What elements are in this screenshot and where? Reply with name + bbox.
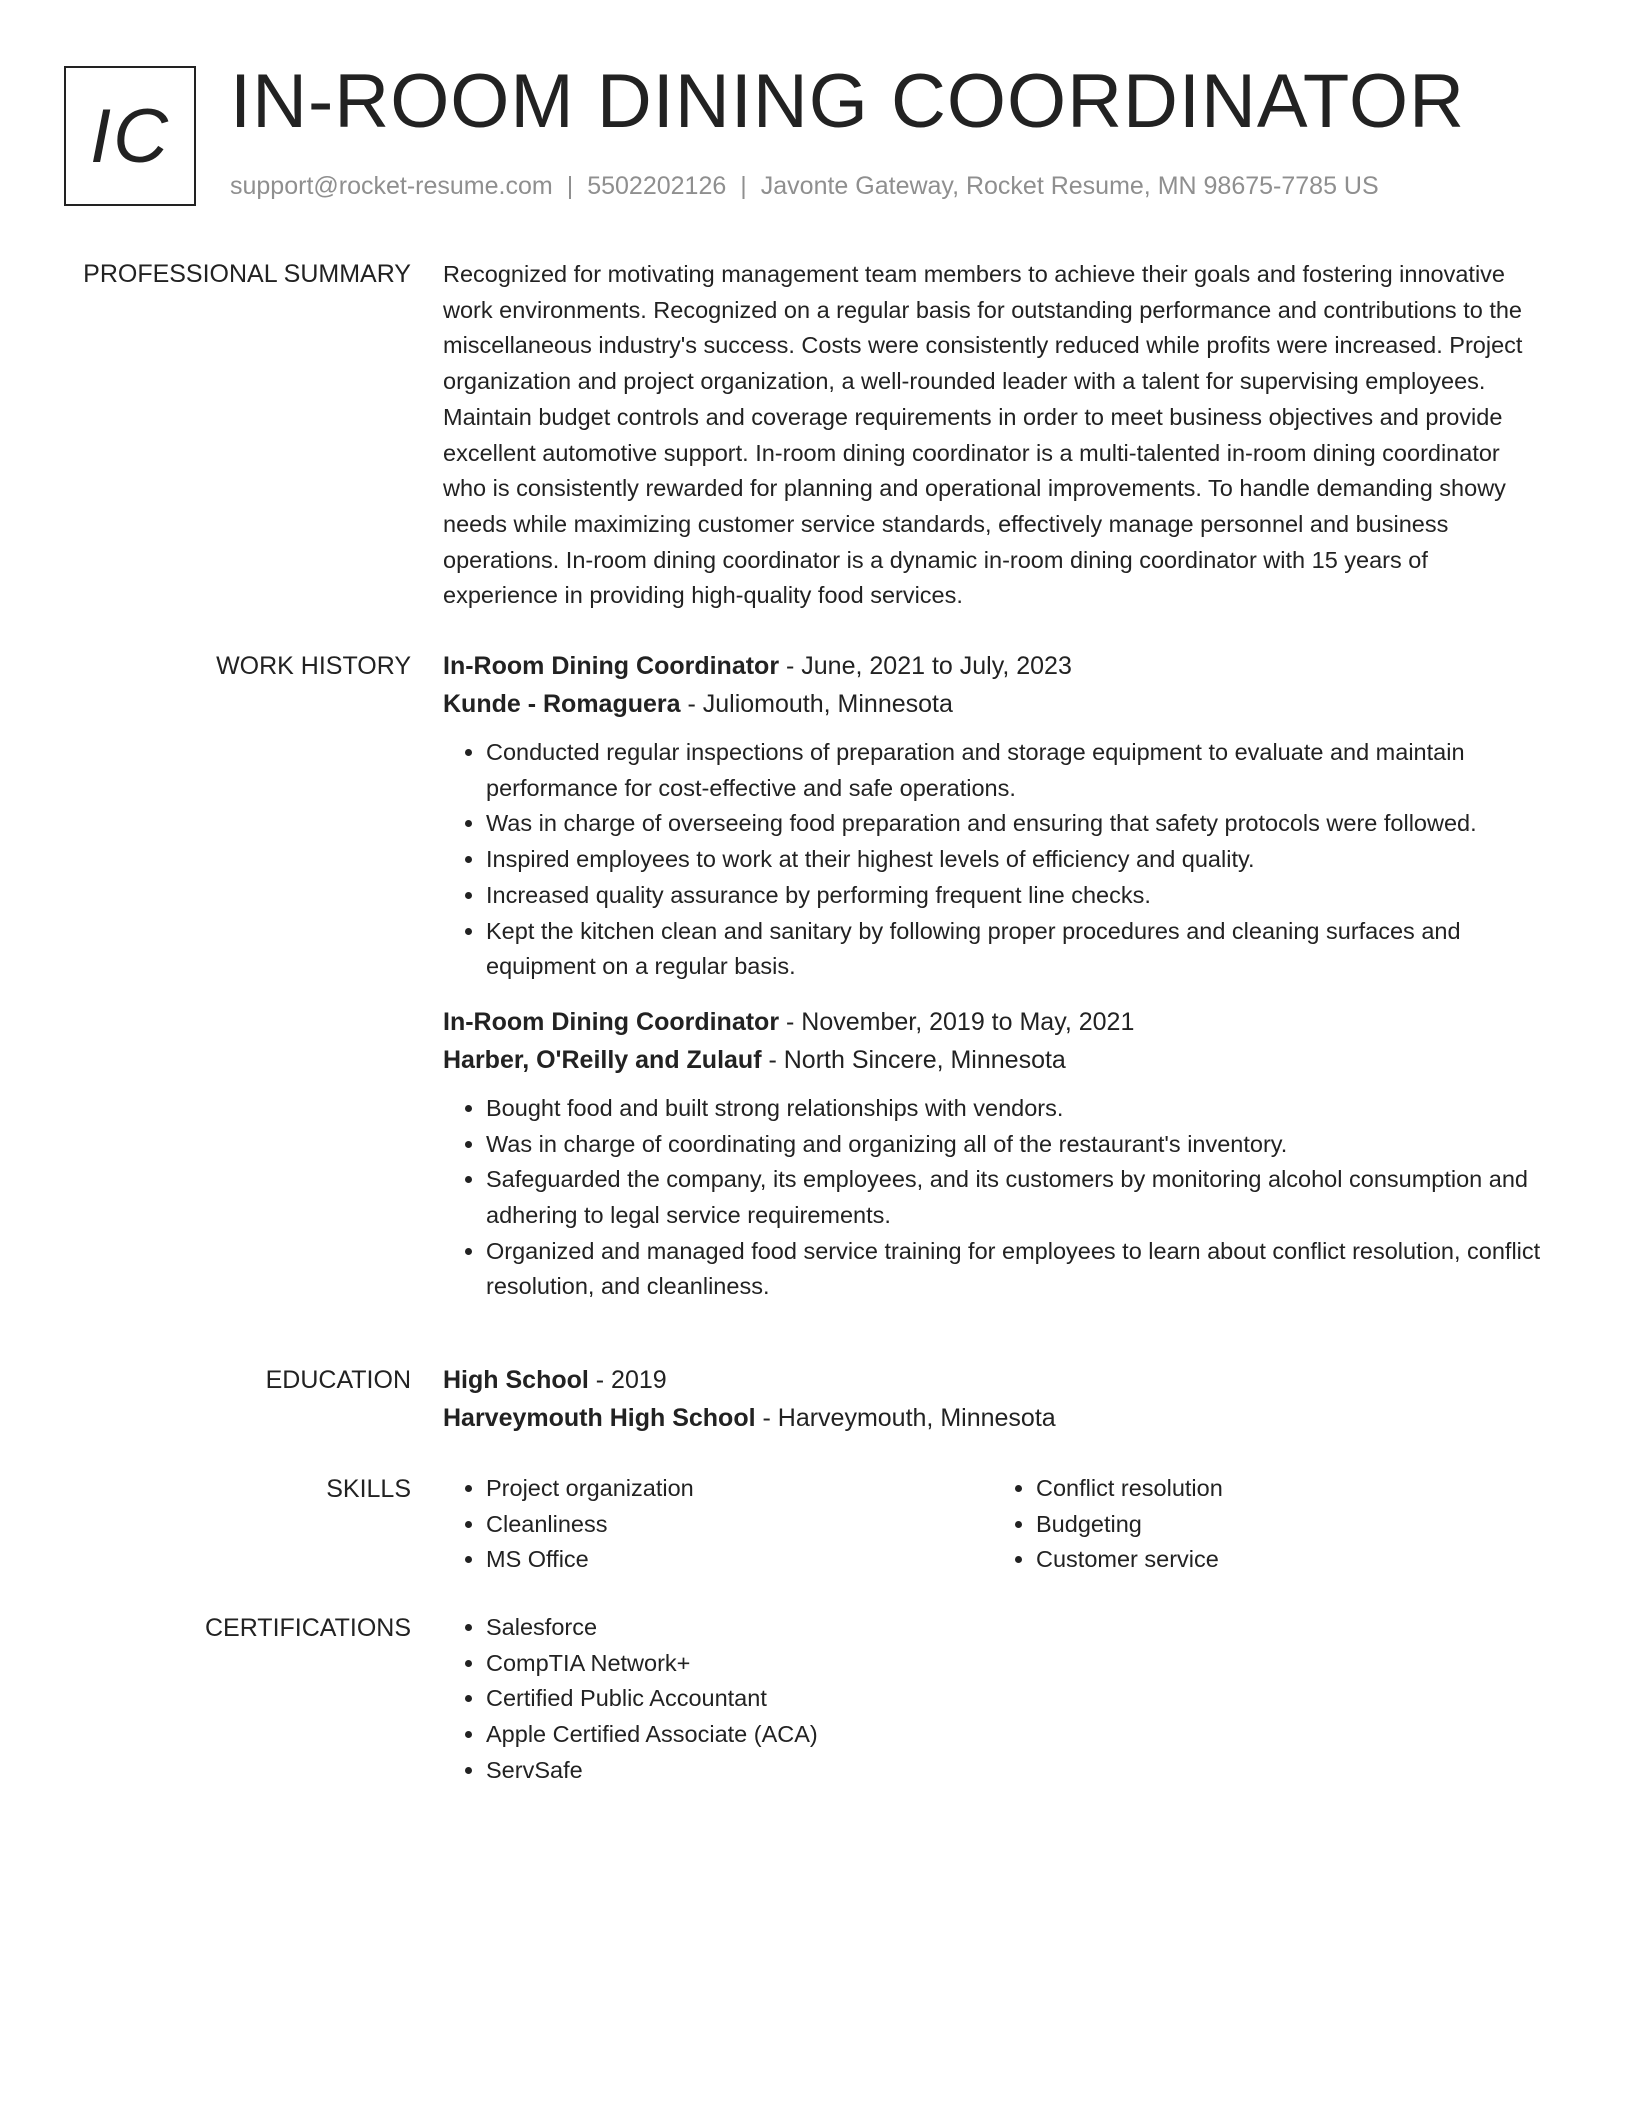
certification-item: • CompTIA Network+ xyxy=(486,1646,1543,1682)
certifications-content xyxy=(443,1610,1543,1789)
job-title-line xyxy=(443,1003,1543,1041)
skill-item: • Conflict resolution xyxy=(1036,1471,1543,1507)
job-bullet: • Organized and managed food service training for employees to learn about conflict resolution, conflict resolution, and cleanliness. xyxy=(486,1234,1543,1305)
contact-separator: | xyxy=(740,172,747,200)
section-label-skills: SKILLS xyxy=(326,1475,411,1503)
job-location: - North Sincere, Minnesota xyxy=(761,1045,1066,1074)
skill-item: • Cleanliness xyxy=(486,1507,993,1543)
job-bullet: • Bought food and built strong relationships with vendors. xyxy=(486,1091,1543,1127)
job-company: Harber, O'Reilly and Zulauf xyxy=(443,1045,762,1074)
contact-phone[interactable]: 5502202126 xyxy=(587,172,727,200)
job-dates: - June, 2021 to July, 2023 xyxy=(779,652,1072,680)
job-location: - Juliomouth, Minnesota xyxy=(680,690,953,718)
education-year: - 2019 xyxy=(588,1366,667,1394)
section-label-certifications: CERTIFICATIONS xyxy=(204,1614,411,1642)
education-school-line xyxy=(443,1399,1543,1437)
job-company-line xyxy=(443,1041,1543,1079)
resume-title: IN-ROOM DINING COORDINATOR xyxy=(230,59,1465,144)
job-bullet: • Conducted regular inspections of preparation and storage equipment to evaluate and maintain performance for cost-effective and safe operations. xyxy=(486,735,1543,806)
job-bullet: • Was in charge of overseeing food preparation and ensuring that safety protocols were followed. xyxy=(486,806,1543,842)
skill-item: • Project organization xyxy=(486,1471,993,1507)
contact-email[interactable]: support@rocket-resume.com xyxy=(230,172,553,200)
contact-separator: | xyxy=(566,172,574,200)
education-degree: High School xyxy=(443,1366,589,1394)
job-bullet: • Safeguarded the company, its employees, and its customers by monitoring alcohol consumption and adhering to legal service requirements. xyxy=(486,1162,1543,1233)
skill-item: • MS Office xyxy=(486,1542,993,1578)
job-company-line xyxy=(443,685,1543,723)
education-location: - Harveymouth, Minnesota xyxy=(755,1404,1056,1432)
education-school: Harveymouth High School xyxy=(443,1404,756,1432)
section-label-summary: PROFESSIONAL SUMMARY xyxy=(83,260,411,288)
certification-item: • Apple Certified Associate (ACA) xyxy=(486,1717,1543,1753)
certifications-list xyxy=(443,1610,1543,1789)
skills-content xyxy=(443,1471,1543,1578)
job-bullet: • Kept the kitchen clean and sanitary by following proper procedures and cleaning surfaces and equipment on a regular basis. xyxy=(486,914,1543,985)
contact-line xyxy=(230,172,1379,201)
certification-item: • Salesforce xyxy=(486,1610,1543,1646)
section-label-education: EDUCATION xyxy=(265,1366,411,1394)
job-bullets xyxy=(443,735,1543,985)
certification-item: • Certified Public Accountant xyxy=(486,1681,1543,1717)
monogram-logo: IC xyxy=(64,66,196,206)
job-title: In-Room Dining Coordinator xyxy=(443,1007,780,1036)
summary-content xyxy=(443,257,1543,614)
job-title: In-Room Dining Coordinator xyxy=(443,652,780,680)
education-degree-line xyxy=(443,1361,1543,1399)
section-label-work-history: WORK HISTORY xyxy=(216,652,411,680)
contact-address: Javonte Gateway, Rocket Resume, MN 98675-7785 US xyxy=(760,172,1379,200)
job-bullet: • Increased quality assurance by performing frequent line checks. xyxy=(486,878,1543,914)
skill-item: • Budgeting xyxy=(1036,1507,1543,1543)
certification-item: • ServSafe xyxy=(486,1753,1543,1789)
job-entry xyxy=(443,1003,1543,1305)
job-dates: - November, 2019 to May, 2021 xyxy=(779,1007,1135,1036)
skills-list-right xyxy=(993,1471,1543,1578)
job-bullet: • Inspired employees to work at their highest levels of efficiency and quality. xyxy=(486,842,1543,878)
job-bullets xyxy=(443,1091,1543,1305)
job-company: Kunde - Romaguera xyxy=(443,690,681,718)
job-entry xyxy=(443,647,1543,985)
education-content xyxy=(443,1361,1543,1437)
work-history-content xyxy=(443,647,1543,1305)
summary-text: Recognized for motivating management team members to achieve their goals and fostering innovative work environments. Recognized on a regular basis for outstanding performance and contributions to the miscellaneous industry's success. Costs were consistently reduced while profits were increased. Project organization and project organization, a well-rounded leader with a talent for supervising employees. Maintain budget controls and coverage requirements in order to meet business objectives and provide excellent automotive support. In-room dining coordinator is a multi-talented in-room dining coordinator who is consistently rewarded for planning and operational improvements. To handle demanding showy needs while maximizing customer service standards, effectively manage personnel and business operations. In-room dining coordinator is a dynamic in-room dining coordinator with 15 years of experience in providing high-quality food services. xyxy=(443,261,1523,609)
job-bullet: • Was in charge of coordinating and organizing all of the restaurant's inventory. xyxy=(486,1127,1543,1163)
job-title-line xyxy=(443,647,1543,685)
skill-item: • Customer service xyxy=(1036,1542,1543,1578)
skills-list-left xyxy=(443,1471,993,1578)
